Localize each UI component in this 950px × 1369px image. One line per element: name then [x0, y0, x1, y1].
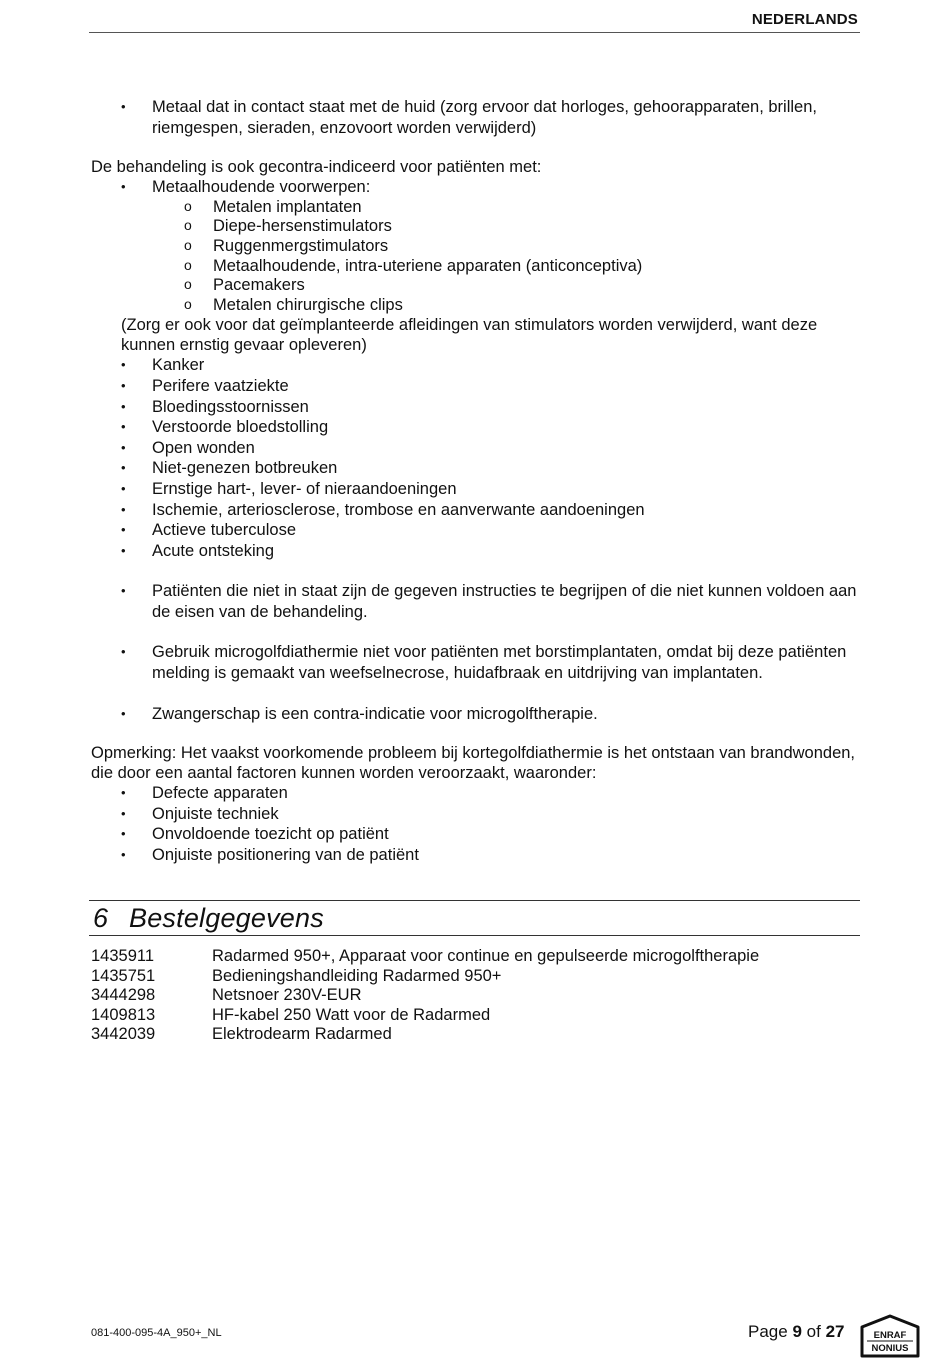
order-row — [91, 1006, 759, 1026]
page-total: 27 — [825, 1322, 845, 1341]
metal-sublist — [91, 198, 861, 316]
order-row — [91, 1025, 759, 1045]
list-item: • Ernstige hart-, lever- of nieraandoeningen — [91, 479, 861, 500]
order-description: Netsnoer 230V-EUR — [212, 986, 362, 1005]
order-row — [91, 986, 759, 1006]
extra-list-3 — [91, 704, 861, 725]
sublist-item: o Metalen chirurgische clips — [91, 296, 861, 316]
remark-text: Opmerking: Het vaakst voorkomende probleem bij kortegolfdiathermie is het ontstaan van brandwonden, die door een aantal factoren kunnen worden veroorzaakt, waaronder: — [91, 744, 856, 783]
body-content — [91, 97, 861, 866]
order-description: Radarmed 950+, Apparaat voor continue en gepulseerde microgolftherapie — [212, 947, 760, 965]
enraf-nonius-logo — [858, 1313, 922, 1359]
section-heading — [93, 903, 324, 934]
order-code: 1435911 — [91, 947, 155, 965]
order-description: Bedieningshandleiding Radarmed 950+ — [212, 966, 502, 985]
list-item: • Perifere vaatziekte — [91, 376, 861, 397]
list-item: • Open wonden — [91, 438, 861, 459]
extra-list-2 — [91, 642, 861, 683]
list-item: • Metaalhoudende voorwerpen: — [91, 177, 861, 198]
header-rule — [89, 32, 860, 33]
list-item: • Defecte apparaten — [91, 783, 861, 804]
list-item: • Gebruik microgolfdiathermie niet voor patiënten met borstimplantaten, omdat bij deze patiënten melding is gemaakt van weefselnecrose, huidafbraak en uitdrijving van implantaten. — [91, 642, 861, 683]
contra-list — [91, 177, 861, 198]
order-description: Elektrodearm Radarmed — [212, 1025, 392, 1044]
order-row — [91, 947, 759, 967]
contra-items — [91, 355, 861, 561]
order-code: 3442039 — [91, 1025, 156, 1044]
sublist-item: o Diepe-hersenstimulators — [91, 217, 861, 237]
section-title: Bestelgegevens — [129, 903, 324, 933]
order-row — [91, 967, 759, 987]
order-code: 1409813 — [91, 1005, 156, 1024]
page-current: 9 — [792, 1322, 802, 1341]
footer-doc-number: 081-400-095-4A_950+_NL — [91, 1327, 222, 1339]
sublist-item: o Ruggenmergstimulators — [91, 237, 861, 257]
list-item: • Ischemie, arteriosclerose, trombose en aanverwante aandoeningen — [91, 500, 861, 521]
order-code: 3444298 — [91, 986, 156, 1005]
page-of: of — [806, 1322, 821, 1341]
sublist-item: o Pacemakers — [91, 276, 861, 296]
list-item: • Kanker — [91, 355, 861, 376]
page-label: Page — [748, 1322, 788, 1341]
logo-text-line1: ENRAF — [873, 1330, 907, 1341]
contra-lead: De behandeling is ook gecontra-indiceerd voor patiënten met: — [91, 158, 542, 177]
logo-text-line2: NONIUS — [871, 1343, 909, 1354]
list-item: • Onvoldoende toezicht op patiënt — [91, 824, 861, 845]
sublist-item: o Metalen implantaten — [91, 198, 861, 218]
list-item: • Acute ontsteking — [91, 541, 861, 562]
intro-list — [91, 97, 861, 138]
list-item: • Patiënten die niet in staat zijn de gegeven instructies te begrijpen of die niet kunnen voldoen aan de eisen van de behandeling. — [91, 581, 861, 622]
order-table — [91, 947, 759, 1045]
stimulator-note: (Zorg er ook voor dat geïmplanteerde afleidingen van stimulators worden verwijderd, want deze kunnen ernstig gevaar opleveren) — [121, 316, 818, 355]
section-number: 6 — [93, 903, 109, 933]
list-item: • Verstoorde bloedstolling — [91, 417, 861, 438]
list-item: • Onjuiste techniek — [91, 804, 861, 825]
list-item: • Bloedingsstoornissen — [91, 397, 861, 418]
order-code: 1435751 — [91, 966, 156, 985]
sublist-item: o Metaalhoudende, intra-uteriene apparaten (anticonceptiva) — [91, 257, 861, 277]
list-item: • Niet-genezen botbreuken — [91, 458, 861, 479]
order-description: HF-kabel 250 Watt voor de Radarmed — [212, 1005, 491, 1024]
list-item: • Zwangerschap is een contra-indicatie voor microgolftherapie. — [91, 704, 861, 725]
footer-page-indicator — [748, 1322, 844, 1342]
section-rule-bottom — [89, 935, 860, 936]
list-item: • Metaal dat in contact staat met de huid (zorg ervoor dat horloges, gehoorapparaten, brillen, riemgespen, sieraden, enzovoort worden verwijderd) — [91, 97, 861, 138]
remark-list — [91, 783, 861, 865]
section-rule-top — [89, 900, 860, 901]
list-item: • Onjuiste positionering van de patiënt — [91, 845, 861, 866]
list-item: • Actieve tuberculose — [91, 520, 861, 541]
extra-list-1 — [91, 581, 861, 622]
header-language: NEDERLANDS — [751, 11, 858, 28]
